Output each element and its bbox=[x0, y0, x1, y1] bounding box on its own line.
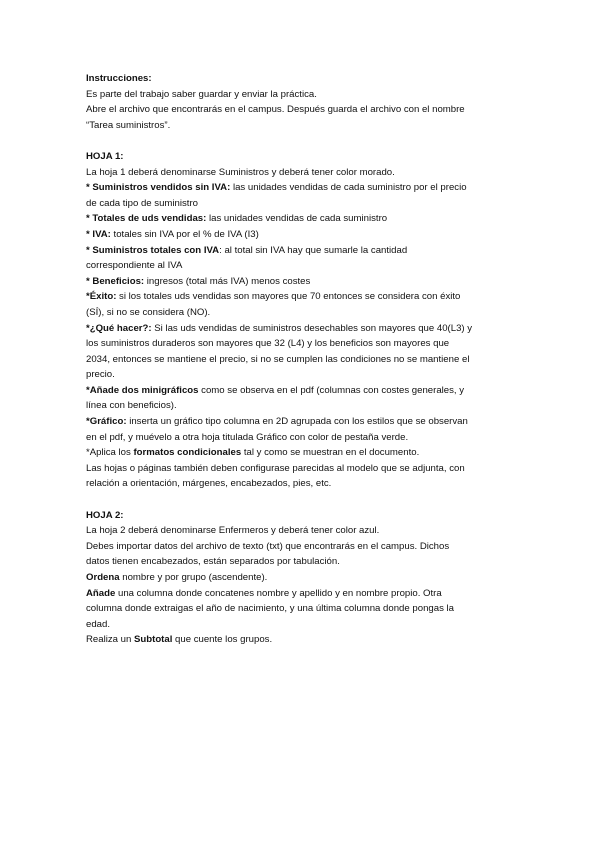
instrucciones-line: “Tarea suministros”. bbox=[86, 119, 171, 131]
importar-item-cont: datos tienen encabezados, están separados por tabulación. bbox=[86, 556, 340, 568]
item-text: tal y como se muestran en el documento. bbox=[241, 447, 420, 459]
anade-item bbox=[86, 586, 526, 602]
item-label: * IVA: bbox=[86, 228, 111, 240]
ordena-item bbox=[86, 570, 526, 586]
instrucciones-heading: Instrucciones: bbox=[86, 73, 152, 84]
grafico-item-cont: en el pdf, y muévelo a otra hoja titulada Gráfico con color de pestaña verde. bbox=[86, 431, 409, 443]
item-text: que cuente los grupos. bbox=[172, 634, 273, 646]
suministros-item bbox=[86, 180, 526, 196]
item-label: *Añade dos minigráficos bbox=[86, 384, 199, 396]
exito-item bbox=[86, 289, 526, 305]
hoja1-heading: HOJA 1: bbox=[86, 150, 124, 162]
item-text: Realiza un bbox=[86, 634, 134, 646]
formatos-item bbox=[86, 445, 526, 461]
item-label: Añade bbox=[86, 587, 116, 599]
item-label: * Totales de uds vendidas: bbox=[86, 213, 207, 225]
minigraficos-item-cont: línea con beneficios). bbox=[86, 400, 177, 412]
suministros-item-cont: de cada tipo de suministro bbox=[86, 197, 198, 209]
hojas-item-cont: relación a orientación, márgenes, encabezados, pies, etc. bbox=[86, 478, 332, 490]
item-text: totales sin IVA por el % de IVA (I3) bbox=[110, 228, 259, 240]
que-hacer-item-cont: precio. bbox=[86, 369, 115, 381]
item-label: * Beneficios: bbox=[86, 275, 145, 287]
item-text: si los totales uds vendidas son mayores que 70 entonces se considera con éxito bbox=[116, 291, 461, 303]
beneficios-item bbox=[86, 274, 526, 290]
hoja1-intro: La hoja 1 deberá denominarse Suministros y deberá tener color morado. bbox=[86, 166, 395, 178]
anade-item-cont: columna donde extraigas el año de nacimiento, y una última columna donde pongas la bbox=[86, 603, 455, 615]
item-text: ingresos (total más IVA) menos costes bbox=[144, 275, 311, 287]
item-text: *Aplica los bbox=[86, 447, 134, 459]
item-label: * Suministros totales con IVA bbox=[86, 244, 220, 256]
item-label: *Gráfico: bbox=[86, 416, 127, 428]
anade-item-cont: edad. bbox=[86, 618, 111, 630]
instrucciones-line: Abre el archivo que encontrarás en el campus. Después guarda el archivo con el nombre bbox=[86, 104, 465, 116]
item-text: como se observa en el pdf (columnas con costes generales, y bbox=[198, 384, 465, 396]
item-label: Ordena bbox=[86, 572, 120, 583]
item-text: nombre y por grupo (ascendente). bbox=[119, 572, 268, 583]
totales-item bbox=[86, 211, 526, 227]
subtotal-item bbox=[86, 632, 526, 648]
item-label: *Éxito: bbox=[86, 291, 117, 303]
grafico-item bbox=[86, 414, 526, 430]
item-label: *¿Qué hacer?: bbox=[86, 322, 152, 334]
stci-item-cont: correspondiente al IVA bbox=[86, 260, 183, 272]
hojas-item: Las hojas o páginas también deben configurase parecidas al modelo que se adjunta, con bbox=[86, 462, 465, 474]
item-text: las unidades vendidas de cada suministro bbox=[206, 213, 388, 225]
hoja2-intro: La hoja 2 deberá denominarse Enfermeros y deberá tener color azul. bbox=[86, 525, 380, 537]
stci-item bbox=[86, 243, 526, 259]
item-text: una columna donde concatenes nombre y apellido y en nombre propio. Otra bbox=[115, 587, 442, 599]
importar-item: Debes importar datos del archivo de texto (txt) que encontrarás en el campus. Dichos bbox=[86, 540, 450, 552]
item-label: * Suministros vendidos sin IVA: bbox=[86, 182, 231, 194]
que-hacer-item-cont: 2034, entonces se mantiene el precio, si no se cumplen las condiciones no se mantiene el bbox=[86, 353, 470, 365]
item-text: Si las uds vendidas de suministros desechables son mayores que 40(L3) y bbox=[151, 322, 473, 334]
document-page bbox=[86, 71, 526, 648]
iva-item bbox=[86, 227, 526, 243]
que-hacer-item-cont: los suministros duraderos son mayores que 32 (L4) y los beneficios son mayores que bbox=[86, 338, 450, 350]
hoja2-heading: HOJA 2: bbox=[86, 509, 124, 521]
item-text: : al total sin IVA hay que sumarle la cantidad bbox=[219, 244, 408, 256]
item-text: las unidades vendidas de cada suministro por el precio bbox=[230, 182, 467, 194]
item-label: Subtotal bbox=[134, 634, 173, 646]
item-text: inserta un gráfico tipo columna en 2D agrupada con los estilos que se observan bbox=[126, 416, 468, 428]
que-hacer-item bbox=[86, 321, 526, 337]
exito-item-cont: (SÍ), si no se considera (NO). bbox=[86, 306, 211, 318]
instrucciones-line: Es parte del trabajo saber guardar y enviar la práctica. bbox=[86, 88, 317, 100]
item-label: formatos condicionales bbox=[133, 447, 242, 459]
minigraficos-item bbox=[86, 383, 526, 399]
